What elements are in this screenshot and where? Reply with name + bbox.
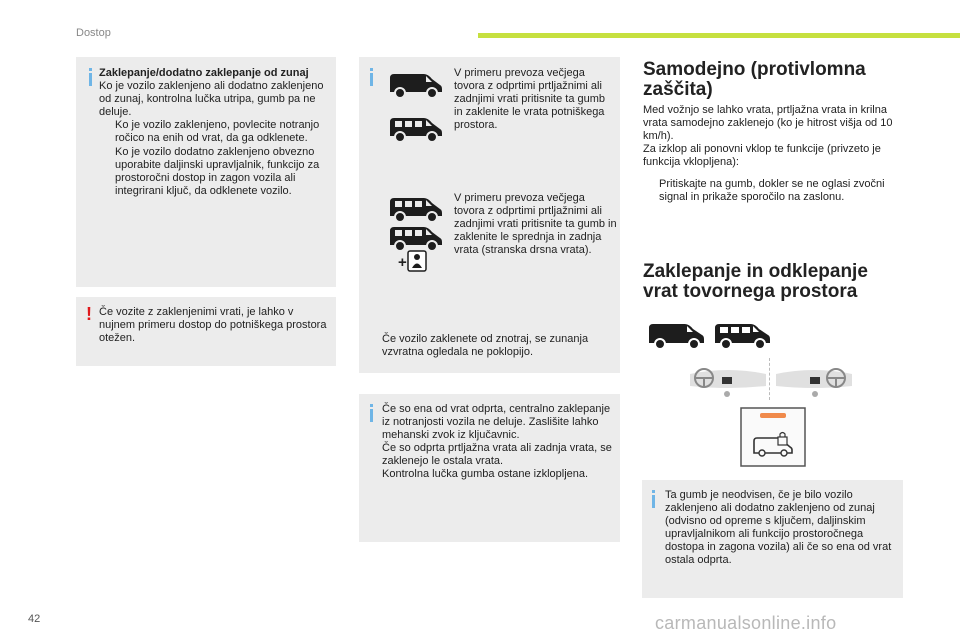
heading-auto-lock: Samodejno (protivlomna zaščita) [643,59,866,100]
locking-title: Zaklepanje/dodatno zaklepanje od zunaj [99,67,309,79]
bullet-item [99,119,327,145]
cargo-lock-text-1: V primeru prevoza večjega tovora z odprtimi prtljažnimi ali zadnjimi vrati pritisnite ta gumb in zaklenite le vrata potniškega prostora. [454,67,606,132]
bullet-symbol [99,119,115,145]
heading-cargo-doors: Zaklepanje in odklepanje vrat tovornega prostora [643,261,868,302]
bullet-symbol [643,178,659,204]
auto-lock-paragraph: Med vožnjo se lahko vrata, prtljažna vrata in krilna vrata samodejno zaklenejo (ko je hitrost višja od 10 km/h). Za izklop ali ponovni vklop te funkcije (privzeto je funkcija vklopljena): [643,104,893,169]
bullet-text: Ko je vozilo dodatno zaklenjeno obvezno uporabite daljinski upravljalnik, funkcijo za prostoročni dostop in zagon vozila ali integrirani ključ, da odklenete vozilo. [115,145,320,197]
warning-icon: ! [86,304,92,324]
locking-paragraph: Ko je vozilo zaklenjeno ali dodatno zaklenjeno od zunaj, kontrolna lučka utripa, gumb pa ne deluje. [99,80,324,119]
dashboard-lhd-illustration [688,364,768,400]
illustration-divider [769,358,770,400]
passenger-van-illustration [711,320,773,350]
plus-sign: + [398,254,407,271]
passenger-van-icon [386,114,444,144]
button-independent-text: Ta gumb je neodvisen, če je bilo vozilo zaklenjeno ali dodatno zaklenjeno od zunaj (odvisno od opreme s ključem, daljinskim upravljalnikom ali funkcijo prostoročnega dostopa in zagona vozila) ali če so ena od vrat ostala odprta. [665,489,892,567]
watermark: carmanualsonline.info [655,613,837,633]
info-icon [370,404,373,422]
mirror-text: Če vozilo zaklenete od znotraj, se zunanja vzvratna ogledala ne poklopijo. [382,333,589,359]
panel-van-illustration [645,320,707,350]
central-lock-text: Če so ena od vrat odprta, centralno zaklepanje iz notranjosti vozila ne deluje. Zaslišite lahko mehanski zvok iz ključavnic. Če so odprta prtljažna vrata ali zadnja vrata, se zaklenejo le ostala vrata. Kontrolna lučka gumba ostane izklopljena. [382,403,612,481]
cargo-lock-text-2: V primeru prevoza večjega tovora z odprtimi prtljažnimi ali zadnjimi vrati pritisnite ta gumb in zaklenite le sprednja in zadnja vrata (stranska drsna vrata). [454,192,617,257]
child-lock-icon [407,250,427,272]
bullet-text: Pritiskajte na gumb, dokler se ne oglasi zvočni signal in prikaže sporočilo na zaslonu. [659,178,885,204]
locking-box-content [99,67,327,198]
passenger-van-icon [386,194,444,224]
passenger-van-icon [386,223,444,253]
info-icon [652,490,655,508]
bullet-item [643,178,905,204]
panel-van-icon [386,70,444,100]
dashboard-rhd-illustration [774,364,854,400]
bullet-text: Ko je vozilo zaklenjeno, povlecite notranjo ročico na enih od vrat, da ga odklenete. [115,119,320,145]
section-title: Dostop [76,27,111,39]
bullet-symbol [99,146,115,198]
warning-text: Če vozite z zaklenjenimi vrati, je lahko v nujnem primeru dostop do potniškega prostora otežen. [99,306,327,345]
page-number: 42 [28,613,41,625]
header-accent-bar [478,33,960,38]
bullet-item [99,146,327,198]
info-icon [370,68,373,86]
info-icon [89,68,92,86]
cargo-lock-button-icon [740,407,806,467]
